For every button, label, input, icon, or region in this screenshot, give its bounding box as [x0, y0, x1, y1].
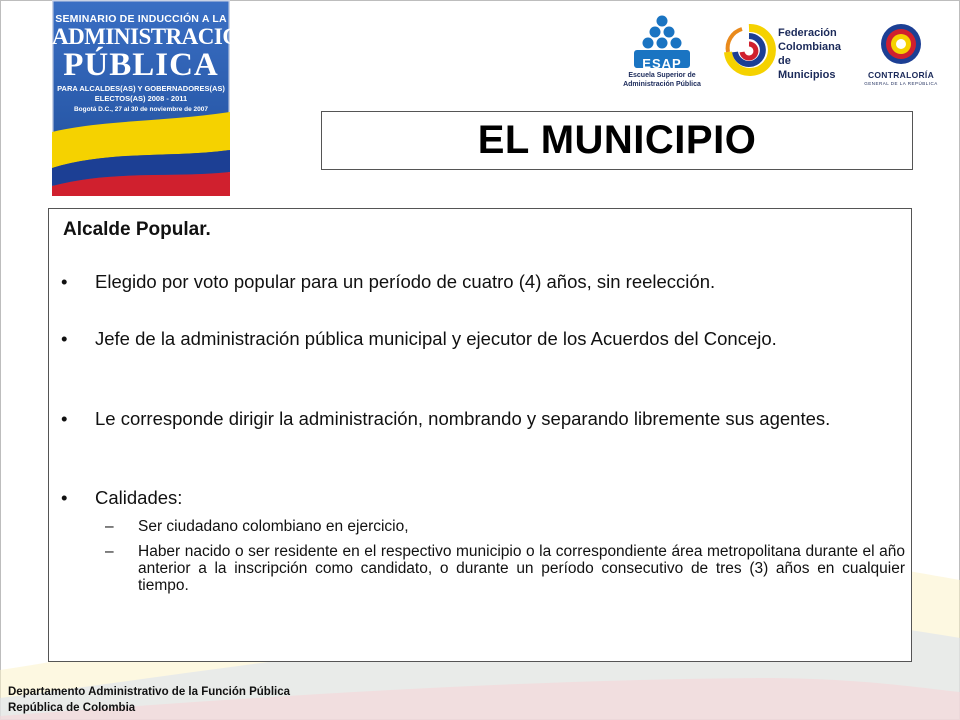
footer-department: Departamento Administrativo de la Función Pública — [8, 686, 291, 698]
dash-glyph: – — [105, 518, 114, 535]
contraloria-logo — [856, 22, 946, 94]
sub-item — [105, 518, 905, 535]
fcm-name-line1: Federación — [778, 27, 837, 39]
badge-line-publica: PÚBLICA — [63, 47, 219, 83]
content-box — [48, 208, 912, 662]
bullet-text: Le corresponde dirigir la administración, nombrando y separando libremente sus agentes. — [95, 408, 831, 429]
sub-item — [105, 543, 905, 594]
contraloria-name: CONTRALORÍA — [867, 70, 935, 80]
bullet-item — [61, 408, 893, 430]
fcm-name — [778, 26, 846, 82]
title-box — [321, 111, 913, 170]
footer-country: República de Colombia — [8, 702, 136, 714]
esap-wordmark: ESAP — [642, 56, 682, 71]
esap-caption-line1: Escuela Superior de — [628, 72, 696, 79]
contraloria-subtitle: GENERAL DE LA REPÚBLICA — [864, 81, 938, 86]
fcm-name-line2: Colombiana — [778, 41, 841, 53]
content-heading: Alcalde Popular. — [63, 219, 211, 240]
bullet-item — [61, 328, 893, 350]
bullet-glyph: • — [61, 487, 68, 508]
esap-caption-line2: Administración Pública — [623, 81, 701, 88]
badge-line-administracion: ADMINISTRACIÓN — [52, 24, 256, 49]
bullet-item — [61, 271, 893, 293]
footer — [8, 684, 290, 716]
bullet-glyph: • — [61, 271, 68, 292]
bullet-text: Jefe de la administración pública municipal y ejecutor de los Acuerdos del Concejo. — [95, 328, 777, 349]
sub-item-text: Haber nacido o ser residente en el respectivo municipio o la correspondiente área metropolitana durante el año anterior a la inscripción como candidato, o durante un período consecutivo de tres (3) años en cualquier tiempo. — [138, 543, 905, 594]
fcm-swirl-icon — [722, 22, 776, 80]
fcm-name-line3: de Municipios — [778, 55, 836, 81]
badge-line-fecha: Bogotá D.C., 27 al 30 de noviembre de 2007 — [73, 106, 209, 113]
badge-line-electos: ELECTOS(AS) 2008 - 2011 — [94, 94, 188, 103]
sub-item-text: Ser ciudadano colombiano en ejercicio, — [138, 518, 409, 535]
badge-line-alcaldes: PARA ALCALDES(AS) Y GOBERNADORES(AS) — [57, 84, 225, 93]
badge-line-seminario: SEMINARIO DE INDUCCIÓN A LA — [55, 13, 227, 25]
bullet-item — [61, 487, 893, 509]
bullet-glyph: • — [61, 328, 68, 349]
page-title: EL MUNICIPIO — [477, 118, 757, 162]
bullet-text: Calidades: — [95, 487, 183, 508]
bullet-glyph: • — [61, 408, 68, 429]
bullet-text: Elegido por voto popular para un período de cuatro (4) años, sin reelección. — [95, 271, 716, 292]
seminar-badge — [52, 0, 256, 196]
esap-logo — [610, 14, 714, 96]
dash-glyph: – — [105, 543, 114, 560]
fcm-logo — [722, 22, 846, 86]
contraloria-circle-icon — [856, 22, 946, 70]
